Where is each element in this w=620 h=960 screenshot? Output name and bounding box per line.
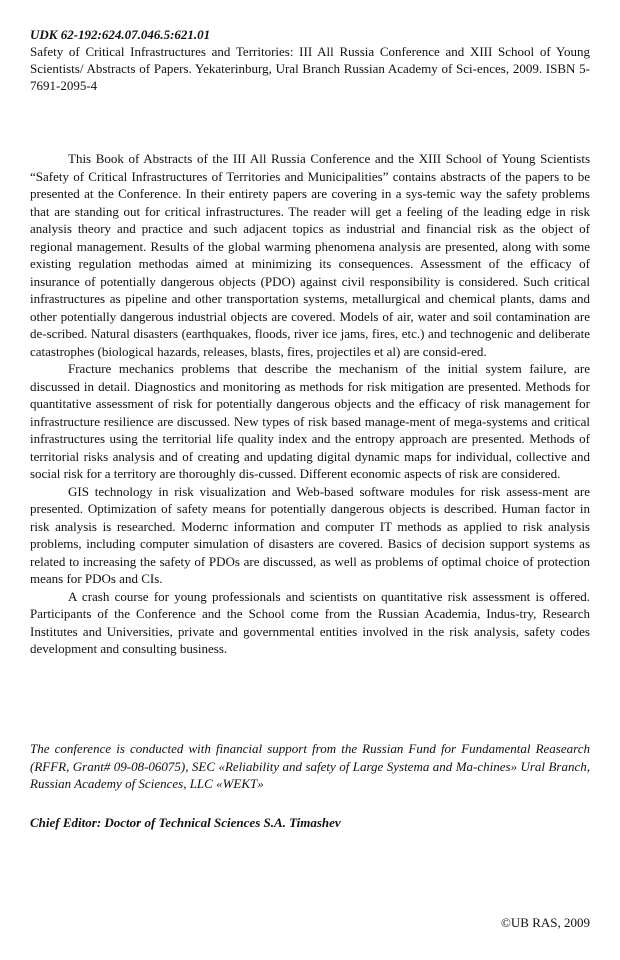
funding-note: The conference is conducted with financial support from the Russian Fund for Fundamental Reasearch (RFFR, Grant# 09-08-06075), SEC «Reliability and safety of Large Systema and Ma-chines» Ural Branch, Russian Academy of Sciences, LLC «WEKT» [30, 741, 590, 791]
udk-code: UDK 62-192:624.07.046.5:621.01 [30, 27, 211, 42]
abstract-paragraph: A crash course for young professionals and scientists on quantitative risk assessment is offered. Participants of the Conference and the School come from the Russian Academia, Indus-try, Research Institutes and Universities, private and governmental entities involved in the risk analysis, safety codes development and consulting business. [30, 588, 590, 656]
abstract-body [30, 150, 590, 658]
abstract-paragraph: This Book of Abstracts of the III All Russia Conference and the XIII School of Young Scientists “Safety of Critical Infrastructures of Territories and Municipalities” contains abstracts of the papers to be presented at the Conference. In their entirety papers are covering in a sys-temic way the safety problems that are standing out for critical infrastructures. The reader will get a feeling of the leading edge in risk analysis theory and practice and such adjacent topics as industrial and financial risk as the object of regional management. Results of the global warming phenomena analysis are presented, along with some existing regulation methodas aimed at minimizing its consequences. Assessment of the efficacy of insurance of potentially dangerous objects (PDO) against civil responsibility is considered. Such critical infrastructures as pipeline and other transportation systems, metallurgical and chemical plants, dams and other potentially dangerous industrial objects are covered. Models of air, water and soil contamination are de-scribed. Natural disasters (earthquakes, floods, river ice jams, fires, etc.) and technogenic and deliberate catastrophes (biological hazards, releases, blasts, fires, projectiles et al) are consid-ered. [30, 151, 590, 359]
abstract-paragraph: Fracture mechanics problems that describe the mechanism of the initial system failure, are discussed in detail. Diagnostics and monitoring as methods for risk mitigation are presented. Methods for quantitative assessment of risk for potentially dangerous objects and the efficacy of risk management for infrastructure resilience are discussed. New types of risk based manage-ment of mega-systems and critical infrastructures using the territorial life quality index and the entropy approach are presented. Methods of territorial risks analysis and of creating and updating digital dynamic maps for individual, collective and social risk for a territory are thoroughly dis-cussed. Different economic aspects of risk are considered. [30, 361, 590, 481]
abstract-paragraph: GIS technology in risk visualization and Web-based software modules for risk assess-ment are presented. Optimization of safety means for potentially dangerous objects is described. Human factor in risk analysis is researched. Modernc information and computer IT methods as applied to risk analysis problems, including computer simulation of disasters are covered. Basics of decision support systems as related to increasing the safety of PDOs are discussed, as well as problems of optimal choice of protection means for PDOs and CIs. [30, 483, 590, 586]
chief-editor: Chief Editor: Doctor of Technical Sciences S.A. Timashev [30, 815, 341, 830]
bibliographic-citation: Safety of Critical Infrastructures and Territories: III All Russia Conference and XIII School of Young Scientists/ Abstracts of Papers. Yekaterinburg, Ural Branch Russian Academy of Sci-ences, 2009. ISBN 5-7691-2095-4 [30, 44, 590, 93]
copyright-notice: ©UB RAS, 2009 [501, 915, 590, 930]
document-page [30, 26, 590, 936]
